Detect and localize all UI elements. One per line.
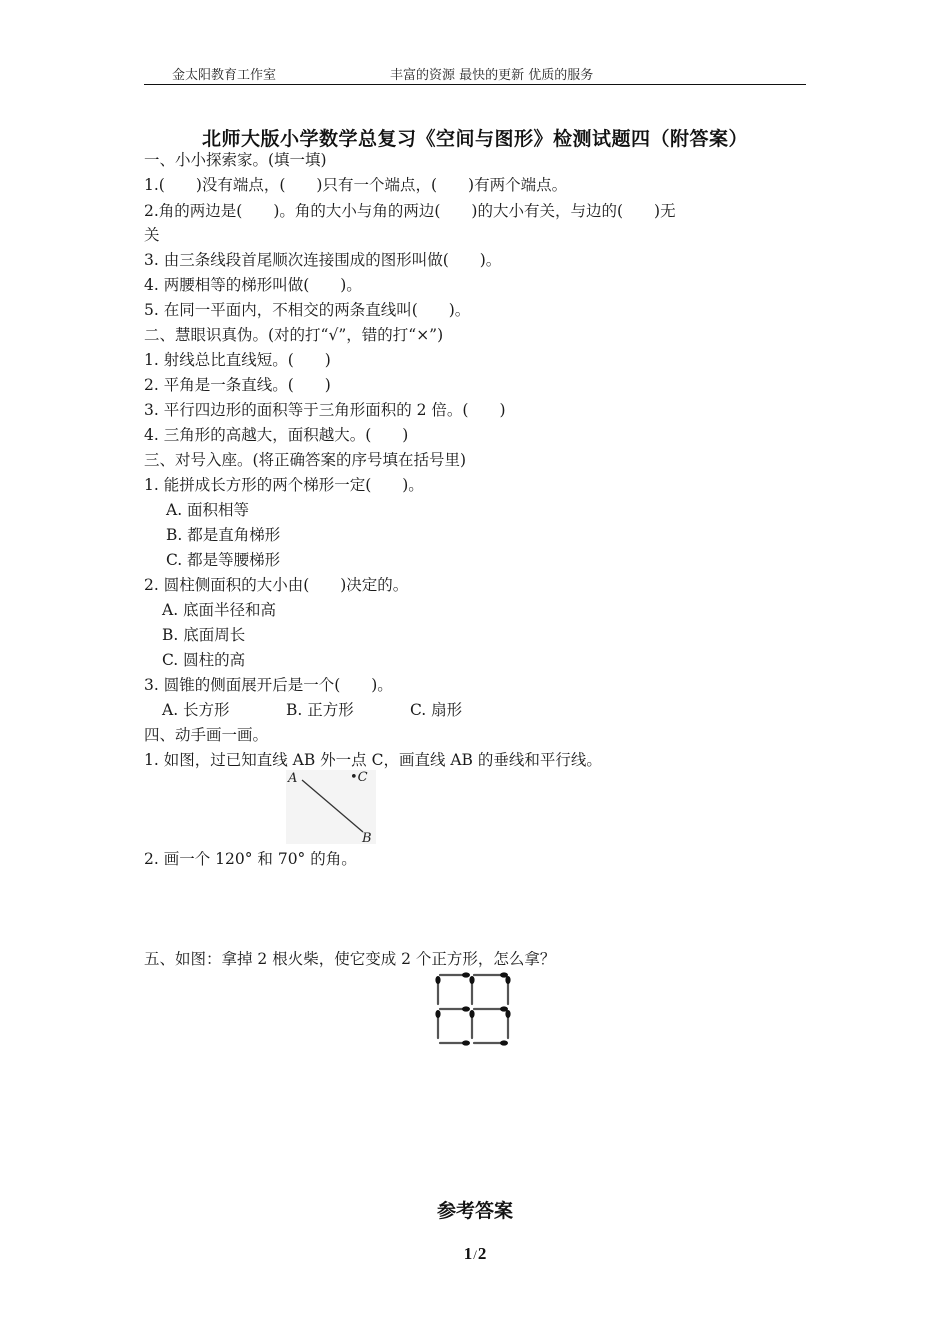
section3-q1-option-a: A. 面积相等: [166, 501, 250, 519]
section5-heading: 五、如图：拿掉 2 根火柴，使它变成 2 个正方形，怎么拿？: [144, 950, 556, 968]
section3-q3: 3. 圆锥的侧面展开后是一个( )。: [144, 676, 393, 694]
section3-q3-options: [162, 699, 462, 721]
section1-q3: 3. 由三条线段首尾顺次连接围成的图形叫做( )。: [144, 251, 502, 269]
point-a-label: A: [288, 771, 298, 786]
line-ab: [302, 780, 363, 832]
section2-q3: 3. 平行四边形的面积等于三角形面积的 2 倍。( ): [144, 401, 506, 419]
pagination: [0, 1244, 950, 1264]
page-total: 2: [477, 1244, 487, 1263]
section3-q1-option-b: B. 都是直角梯形: [166, 526, 281, 544]
matchstick-figure: [432, 970, 518, 1054]
section2-q4: 4. 三角形的高越大，面积越大。( ): [144, 426, 409, 444]
section2-heading: 二、慧眼识真伪。(对的打“√”，错的打“×”): [144, 326, 444, 344]
section3-q2-option-c: C. 圆柱的高: [162, 651, 246, 669]
point-b-label: B: [362, 831, 372, 844]
section1-q2-line2: 关: [144, 226, 160, 244]
section3-q2: 2. 圆柱侧面积的大小由( )决定的。: [144, 576, 409, 594]
section3-q2-option-b: B. 底面周长: [162, 626, 246, 644]
section4-heading: 四、动手画一画。: [144, 726, 269, 744]
section1-q5: 5. 在同一平面内，不相交的两条直线叫( )。: [144, 301, 471, 319]
section3-q1-option-c: C. 都是等腰梯形: [166, 551, 281, 569]
section1-q4: 4. 两腰相等的梯形叫做( )。: [144, 276, 362, 294]
answers-title: 参考答案: [436, 1200, 513, 1222]
section1-q2-line1: 2.角的两边是( )。角的大小与角的两边( )的大小有关，与边的( )无: [144, 202, 676, 220]
page-separator: /: [473, 1247, 477, 1262]
section3-q3-option-c: C. 扇形: [410, 701, 463, 719]
section2-q2: 2. 平角是一条直线。( ): [144, 376, 331, 394]
page-title: 北师大版小学数学总复习《空间与图形》检测试题四（附答案）: [201, 128, 748, 150]
section3-q3-option-b: B. 正方形: [286, 701, 354, 719]
section1-heading: 一、小小探索家。(填一填): [144, 151, 327, 169]
line-ab-figure: [286, 770, 376, 844]
section4-q2: 2. 画一个 120° 和 70° 的角。: [144, 850, 357, 868]
section3-q2-option-a: A. 底面半径和高: [162, 601, 277, 619]
section1-q1: 1.( )没有端点，( )只有一个端点，( )有两个端点。: [144, 176, 568, 194]
section3-heading: 三、对号入座。(将正确答案的序号填在括号里): [144, 451, 467, 469]
page-current: 1: [463, 1244, 473, 1263]
section3-q1: 1. 能拼成长方形的两个梯形一定( )。: [144, 476, 424, 494]
header-rule: [144, 84, 806, 85]
header-right-text: 丰富的资源 最快的更新 优质的服务: [390, 68, 594, 83]
section2-q1: 1. 射线总比直线短。( ): [144, 351, 331, 369]
section3-q3-option-a: A. 长方形: [162, 701, 230, 719]
point-c-label: •C: [350, 770, 368, 785]
section4-q1: 1. 如图，过已知直线 AB 外一点 C，画直线 AB 的垂线和平行线。: [144, 751, 602, 769]
header-left-text: 金太阳教育工作室: [172, 68, 277, 83]
